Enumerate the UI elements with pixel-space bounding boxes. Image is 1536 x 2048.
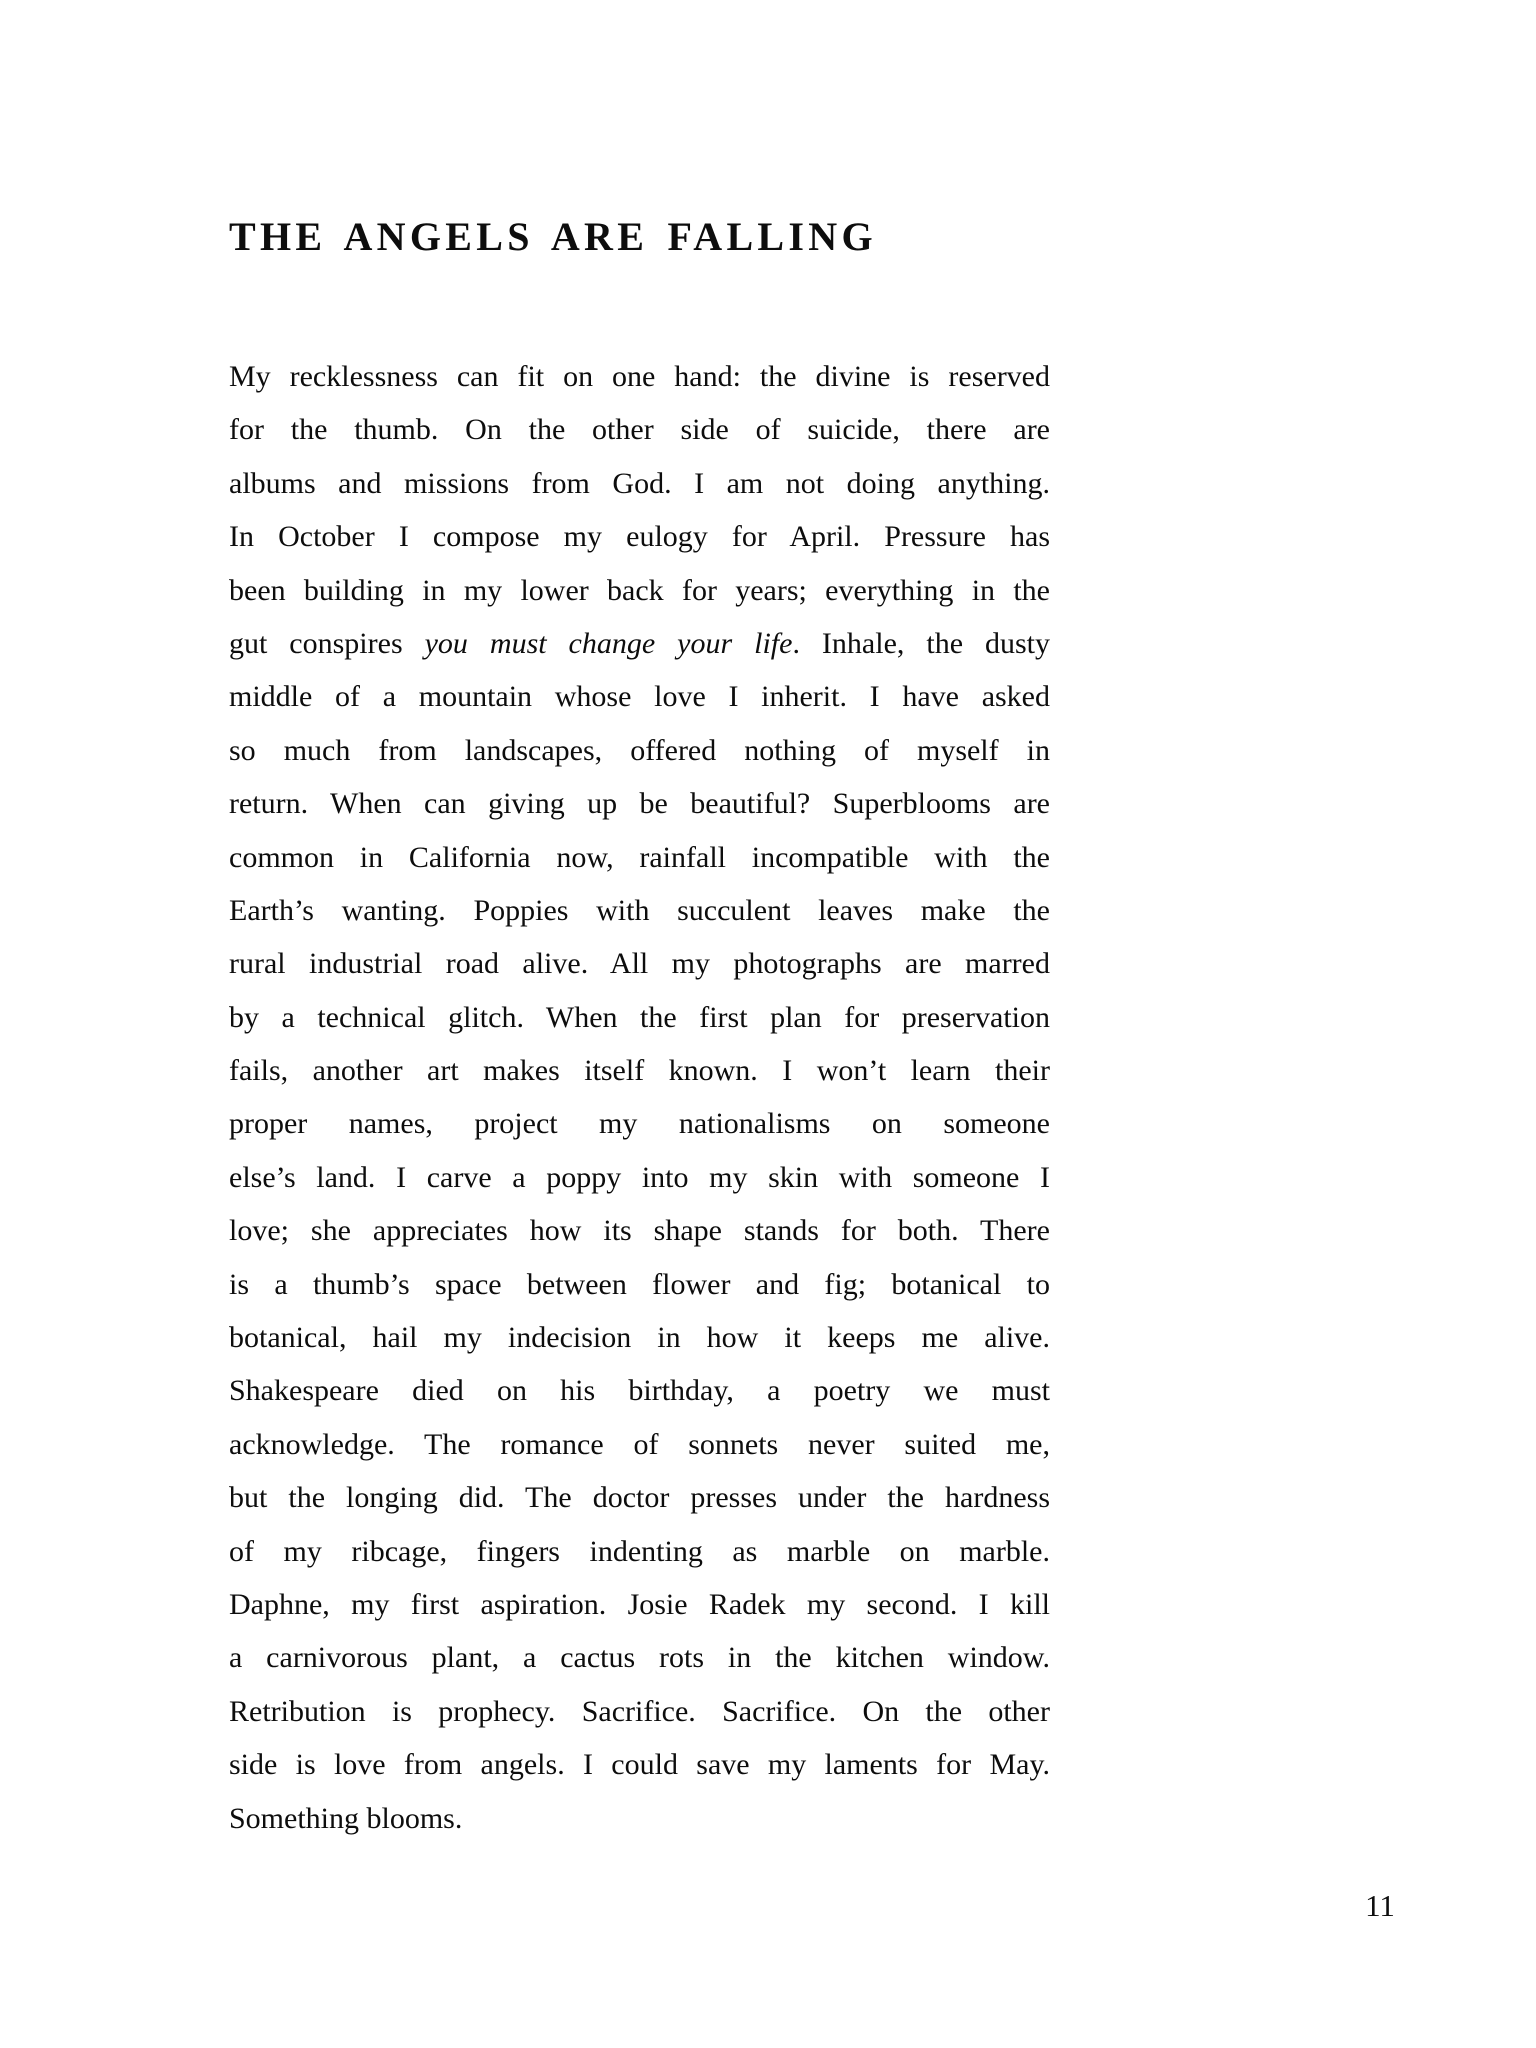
poem-line-segment: Daphne, my first aspiration. Josie Radek my second. I kill [229,1587,1050,1621]
poem-line [229,350,1050,403]
poem-line-segment: Shakespeare died on his birthday, a poetry we must [229,1374,1050,1408]
poem-line-segment: botanical, hail my indecision in how it keeps me alive. [229,1321,1050,1355]
page-number: 11 [1365,1888,1395,1923]
poem-line-segment: gut conspires [229,626,425,660]
poem-line-segment: by a technical glitch. When the first plan for preservation [229,1000,1050,1034]
poem-line [229,884,1050,937]
poem-line [229,1311,1050,1364]
poem-line-segment: love; she appreciates how its shape stands for both. There [229,1214,1050,1248]
poem-title: THE ANGELS ARE FALLING [229,214,877,259]
poem-line-segment: of my ribcage, fingers indenting as marble on marble. [229,1534,1050,1568]
poem-line [229,1792,1050,1845]
poem-line-segment: In October I compose my eulogy for April. Pressure has [229,520,1050,554]
poem-line [229,1631,1050,1684]
poem-line-segment: side is love from angels. I could save my laments for May. [229,1748,1050,1782]
poem-line [229,991,1050,1044]
poem-line [229,1471,1050,1524]
poem-line [229,1418,1050,1471]
poem-line-segment: albums and missions from God. I am not doing anything. [229,466,1050,500]
poem-line-segment: proper names, project my nationalisms on someone [229,1107,1050,1141]
poem-line [229,937,1050,990]
poem-line-segment: Something blooms. [229,1801,463,1835]
poem-line-segment: a carnivorous plant, a cactus rots in the kitchen window. [229,1641,1050,1675]
poem-line [229,1258,1050,1311]
poem-line-segment: common in California now, rainfall incompatible with the [229,840,1050,874]
poem-line-segment: is a thumb’s space between flower and fig; botanical to [229,1267,1050,1301]
poem-line-segment: acknowledge. The romance of sonnets never suited me, [229,1427,1050,1461]
poem-line-segment: My recklessness can fit on one hand: the divine is reserved [229,360,1050,393]
poem-line-segment: rural industrial road alive. All my photographs are marred [229,947,1050,981]
poem-line [229,617,1050,670]
poem-line [229,777,1050,830]
poem-line [229,1204,1050,1257]
poem-line-segment: . Inhale, the dusty [792,626,1051,660]
poem-line [229,1578,1050,1631]
poem-line [229,1364,1050,1417]
poem-line-segment: been building in my lower back for years; everything in the [229,573,1050,607]
poem-body [229,350,1050,1845]
poem-line-segment: middle of a mountain whose love I inherit. I have asked [229,680,1050,714]
poem-line-segment: return. When can giving up be beautiful? Superblooms are [229,787,1050,821]
poem-line-segment: but the longing did. The doctor presses under the hardness [229,1481,1050,1515]
poem-line [229,1525,1050,1578]
poem-line-italic-segment: you must change your life [424,626,793,660]
poem-line [229,1738,1050,1791]
poem-line-segment: Earth’s wanting. Poppies with succulent leaves make the [229,893,1050,927]
poem-line-segment: fails, another art makes itself known. I won’t learn their [229,1054,1050,1088]
poem-line-segment: Retribution is prophecy. Sacrifice. Sacrifice. On the other [229,1694,1050,1728]
poem-line-segment: so much from landscapes, offered nothing of myself in [229,733,1050,767]
poem-line [229,1151,1050,1204]
poem-line [229,670,1050,723]
poem-line [229,457,1050,510]
poem-line [229,831,1050,884]
poem-line [229,403,1050,456]
poem-line [229,1685,1050,1738]
poem-line [229,564,1050,617]
poem-line [229,1044,1050,1097]
poem-line [229,724,1050,777]
poem-line-segment: for the thumb. On the other side of suicide, there are [229,413,1050,447]
poem-line-segment: else’s land. I carve a poppy into my skin with someone I [229,1160,1050,1194]
poem-line [229,510,1050,563]
poem-line [229,1097,1050,1150]
